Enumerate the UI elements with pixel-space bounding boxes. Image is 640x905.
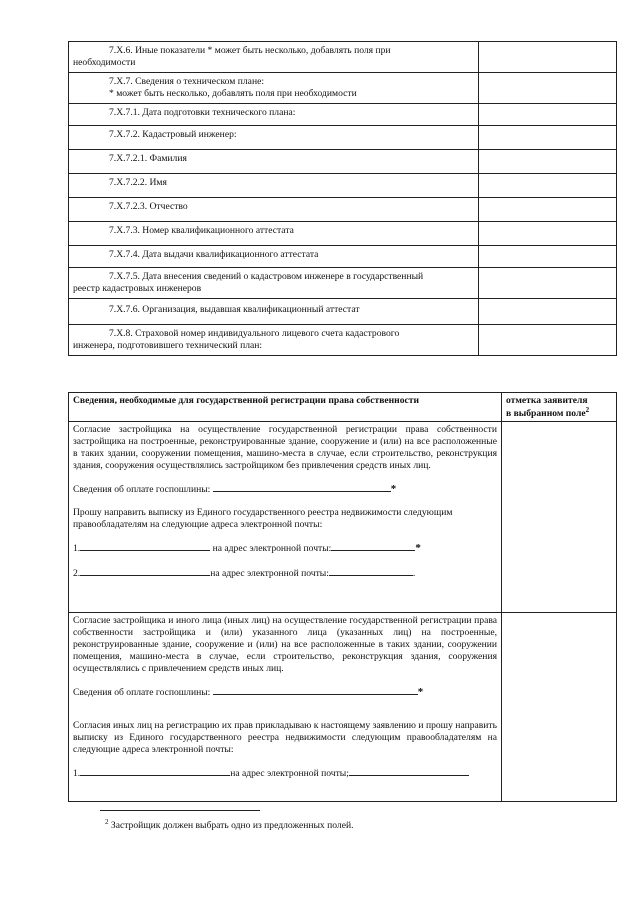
value-field[interactable]: [479, 103, 617, 125]
value-field[interactable]: [479, 298, 617, 324]
footnote-divider: [100, 810, 260, 811]
row-label: 7.Х.7.2.1. Фамилия: [109, 152, 187, 164]
required-mark: *: [417, 686, 424, 699]
table-row: [69, 324, 617, 355]
row-label: 7.Х.8. Страховой номер индивидуального лицевого счета кадастрового: [109, 327, 400, 339]
email-label: на адрес электронной почты:: [212, 542, 332, 554]
row-label: 7.Х.7. Сведения о техническом плане:: [109, 75, 264, 87]
header-right-line1: отметка заявителя: [506, 395, 588, 406]
email-input-1[interactable]: [331, 541, 415, 551]
row-label: 7.Х.7.2.3. Отчество: [109, 200, 188, 212]
consent-text-2: Согласие застройщика и иного лица (иных лиц) на осуществление государственной регистрации права собственности застройщика и (или) указанного лица (указанных лиц) на построенные, реконструированные здание, сооружение и (или) на все расположенные в таких здании, сооружении помещения, машино-места в случае, если строительство, реконструкция здания, сооружения осуществлялись с привлечением средств иных лиц.: [73, 615, 497, 675]
request-text-2: Согласия иных лиц на регистрацию их прав прикладываю к настоящему заявлению и прошу направить выписку из Единого государственного реестра недвижимости следующим правообладателям на следующие адреса электронной почты:: [73, 719, 497, 755]
value-field[interactable]: [479, 221, 617, 245]
required-mark: *: [415, 541, 421, 554]
row-label: 7.Х.7.6. Организация, выдавшая квалификационный аттестат: [109, 303, 360, 315]
footnote-number: 2: [105, 818, 109, 826]
row-label: 7.Х.7.1. Дата подготовки технического плана:: [109, 106, 296, 118]
value-field[interactable]: [479, 245, 617, 267]
value-field[interactable]: [479, 324, 617, 355]
row-label: 7.Х.7.5. Дата внесения сведений о кадастровом инженере в государственный: [109, 270, 424, 282]
option-1-content: [69, 422, 502, 613]
item-number: 2.: [73, 567, 81, 579]
fee-input-1[interactable]: [213, 482, 391, 492]
footnote-ref: 2: [585, 406, 590, 415]
row-label: 7.Х.7.3. Номер квалификационного аттестата: [109, 224, 294, 236]
header-right-line2: в выбранном поле: [506, 408, 586, 420]
recipient-input-2[interactable]: [80, 566, 210, 576]
value-field[interactable]: [479, 173, 617, 197]
table-row: [69, 298, 617, 324]
value-field[interactable]: [479, 125, 617, 149]
table-row: [69, 42, 617, 73]
email-label: на адрес электронной почты:: [210, 567, 329, 579]
email-input-3[interactable]: [349, 766, 469, 776]
fee-line-2: [73, 685, 497, 700]
end-dot: .: [412, 567, 416, 579]
applicant-mark-1[interactable]: [502, 422, 617, 613]
required-mark: *: [390, 483, 397, 496]
header-left: Сведения, необходимые для государственной регистрации права собственности: [69, 393, 502, 422]
row-label-cont: необходимости: [73, 56, 136, 68]
email-line-2: [73, 566, 497, 580]
header-row: [69, 393, 617, 422]
row-label: 7.Х.7.2. Кадастровый инженер:: [109, 128, 237, 140]
row-label: 7.Х.6. Иные показатели * может быть несколько, добавлять поля при: [109, 45, 391, 56]
fee-label-2: Сведения об оплате госпошлины:: [73, 687, 211, 699]
row-label: 7.Х.7.4. Дата выдачи квалификационного аттестата: [109, 248, 319, 260]
table-row: [69, 103, 617, 125]
consent-text-1: Согласие застройщика на осуществление государственной регистрации права собственности застройщика на построенные, реконструированные здание, сооружение и (или) на все расположенные в таких здании, сооружении помещения, машино-места в случае, если строительство, реконструкция здания, сооружения осуществлялись застройщиком без привлечения средств иных лиц.: [73, 424, 497, 472]
email-line-3: [73, 766, 497, 780]
option-row-1: [69, 422, 617, 613]
option-row-2: [69, 613, 617, 802]
table-row: [69, 173, 617, 197]
table-row: [69, 245, 617, 267]
value-field[interactable]: [479, 267, 617, 298]
footnote: [105, 818, 354, 832]
row-label-cont: инженера, подготовившего технический план:: [73, 339, 263, 351]
table-row: [69, 267, 617, 298]
footnote-text: Застройщик должен выбрать одно из предложенных полей.: [110, 820, 354, 832]
row-label-cont: реестр кадастровых инженеров: [73, 282, 202, 294]
email-line-1: [73, 541, 497, 556]
table-row: [69, 221, 617, 245]
value-field[interactable]: [479, 197, 617, 221]
fee-input-2[interactable]: [213, 685, 418, 695]
recipient-input-1[interactable]: [80, 541, 210, 551]
applicant-mark-2[interactable]: [502, 613, 617, 802]
value-field[interactable]: [479, 42, 617, 73]
email-label: на адрес электронной почты;: [230, 767, 349, 779]
table-row: [69, 149, 617, 173]
table-row: [69, 72, 617, 103]
row-label: 7.Х.7.2.2. Имя: [109, 176, 167, 188]
fee-line-1: [73, 482, 497, 497]
table-row: [69, 125, 617, 149]
value-field[interactable]: [479, 149, 617, 173]
ownership-registration-table: [68, 392, 617, 802]
header-right: [502, 393, 617, 422]
email-input-2[interactable]: [329, 566, 413, 576]
value-field[interactable]: [479, 72, 617, 103]
table-row: [69, 197, 617, 221]
option-2-content: [69, 613, 502, 802]
recipient-input-3[interactable]: [80, 766, 230, 776]
item-number: 1.: [73, 767, 81, 779]
item-number: 1.: [73, 542, 81, 554]
row-label-cont: * может быть несколько, добавлять поля при необходимости: [109, 87, 357, 99]
fee-label-1: Сведения об оплате госпошлины:: [73, 484, 211, 496]
technical-plan-table: [68, 41, 617, 356]
request-text-1: Прошу направить выписку из Единого государственного реестра недвижимости следующим правообладателям на следующие адреса электронной почты:: [73, 506, 453, 530]
